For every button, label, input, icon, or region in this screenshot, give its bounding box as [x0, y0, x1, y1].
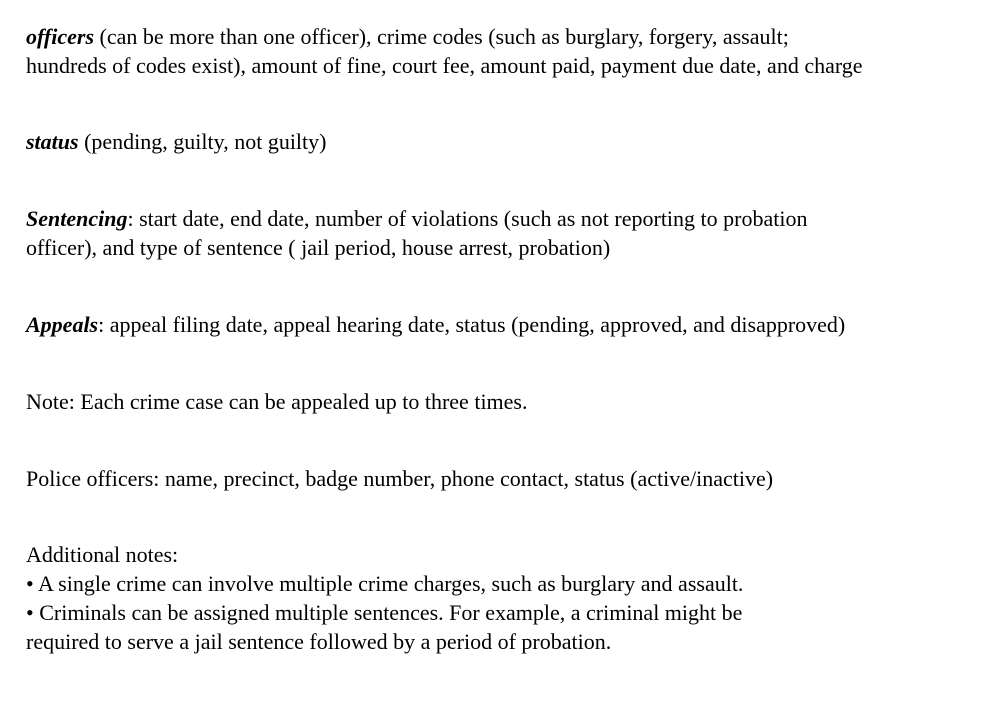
status-paragraph — [26, 127, 976, 156]
additional-notes-heading: Additional notes: — [26, 542, 179, 567]
status-term: status — [26, 129, 79, 154]
sentencing-line-2: officer), and type of sentence ( jail period, house arrest, probation) — [26, 235, 611, 260]
police-officers-text: Police officers: name, precinct, badge number, phone contact, status (active/inactive) — [26, 466, 774, 491]
sentencing-paragraph — [26, 204, 976, 262]
note-paragraph — [26, 387, 976, 416]
sentencing-term: Sentencing — [26, 206, 128, 231]
officers-line-1-text: (can be more than one officer), crime codes (such as burglary, forgery, assault; — [94, 24, 789, 49]
sentencing-line-1 — [26, 204, 976, 233]
status-text: (pending, guilty, not guilty) — [78, 129, 327, 154]
additional-notes-bullet-2-line-1: • Criminals can be assigned multiple sentences. For example, a criminal might be — [26, 600, 743, 625]
sentencing-line-1-text: : start date, end date, number of violations (such as not reporting to probation — [127, 206, 808, 231]
additional-notes-bullet-2-line-2: required to serve a jail sentence followed by a period of probation. — [26, 629, 612, 654]
additional-notes-bullet-1: • A single crime can involve multiple crime charges, such as burglary and assault. — [26, 571, 744, 596]
officers-paragraph — [26, 22, 976, 80]
officers-line-1 — [26, 22, 976, 51]
appeals-term: Appeals — [26, 312, 99, 337]
officers-line-2: hundreds of codes exist), amount of fine, court fee, amount paid, payment due date, and charge — [26, 53, 863, 78]
police-officers-paragraph — [26, 464, 976, 493]
appeals-paragraph — [26, 310, 976, 339]
appeals-text: : appeal filing date, appeal hearing date, status (pending, approved, and disapproved) — [98, 312, 846, 337]
additional-notes-section — [26, 540, 976, 656]
officers-term: officers — [26, 24, 95, 49]
note-text: Note: Each crime case can be appealed up to three times. — [26, 389, 528, 414]
